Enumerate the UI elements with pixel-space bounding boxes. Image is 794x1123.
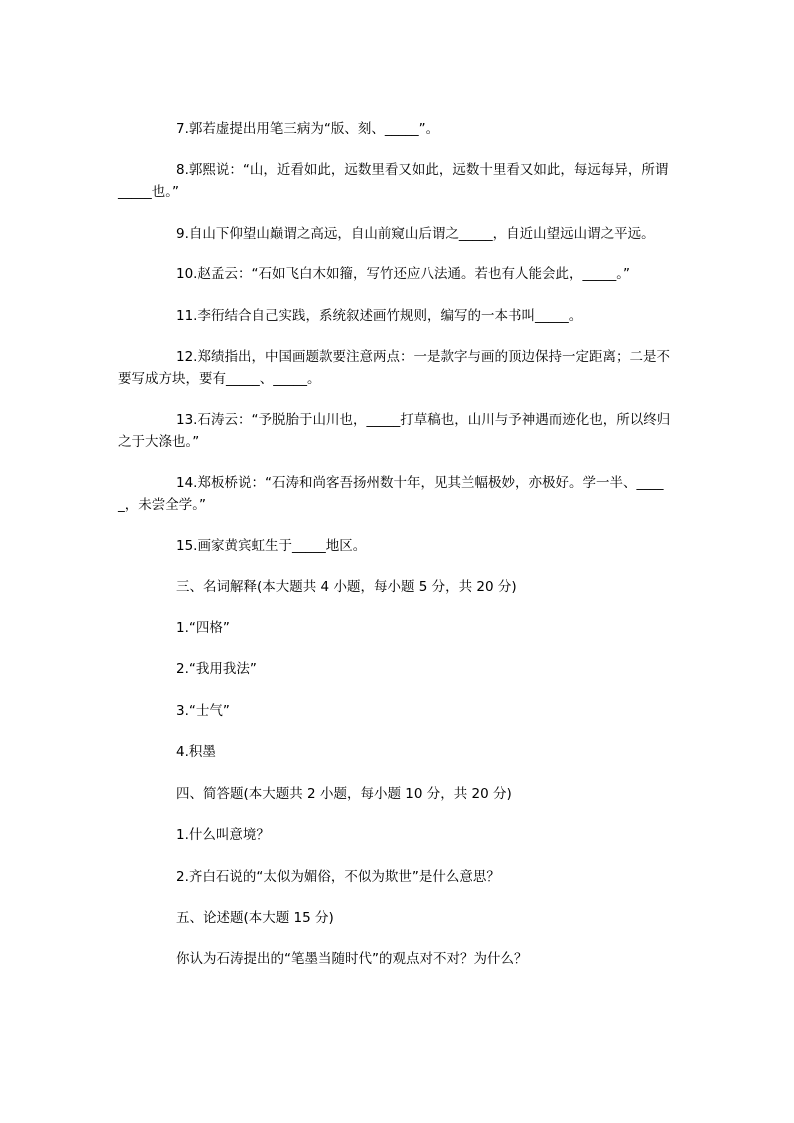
question-text: 郭若虚提出用笔三病为“版、刻、_____”。 [188,121,440,137]
question-10 [118,263,674,285]
short-answer-item-1: 1.什么叫意境？ [176,827,270,843]
section-3-heading: 三、名词解释(本大题共 4 小题，每小题 5 分，共 20 分) [176,579,517,595]
question-number: 10. [176,266,198,282]
question-number: 11. [176,308,198,324]
question-text: 赵孟云：“石如飞白木如籀，写竹还应八法通。若也有人能会此，_____。” [197,266,630,282]
question-number: 13. [176,412,198,428]
term-item-1: 1.“四格” [176,620,230,636]
question-15 [118,535,674,557]
question-text: 画家黄宾虹生于_____地区。 [197,538,367,554]
question-number: 7. [176,121,189,137]
question-14 [118,472,674,516]
question-12 [118,346,674,390]
question-text: 郑绩指出，中国画题款要注意两点：一是款字与画的顶边保持一定距离；二是不要写成方块，要有_____、_____。 [118,349,670,387]
term-item-4: 4.积墨 [176,744,216,760]
question-number: 14. [176,475,198,491]
question-9 [118,223,674,245]
question-number: 9. [176,226,189,242]
question-text: 郭熙说：“山，近看如此，远数里看又如此，远数十里看又如此，每远每异，所谓_____也。” [118,162,669,200]
question-number: 8. [176,162,189,178]
essay-question: 你认为石涛提出的“笔墨当随时代”的观点对不对？为什么？ [176,951,528,967]
short-answer-item-2: 2.齐白石说的“太似为媚俗，不似为欺世”是什么意思？ [176,869,500,885]
question-number: 12. [176,349,198,365]
question-number: 15. [176,538,198,554]
question-7 [118,118,674,140]
question-11 [118,305,674,327]
question-8 [118,159,674,203]
term-item-2: 2.“我用我法” [176,661,257,677]
term-item-3: 3.“士气” [176,703,230,719]
question-text: 自山下仰望山巅谓之高远，自山前窥山后谓之_____，自近山望远山谓之平远。 [188,226,655,242]
question-13 [118,409,674,453]
section-5-heading: 五、论述题(本大题 15 分) [176,910,334,926]
section-4-heading: 四、简答题(本大题共 2 小题，每小题 10 分，共 20 分) [176,786,512,802]
question-text: 李衎结合自己实践，系统叙述画竹规则，编写的一本书叫_____。 [197,308,583,324]
question-text: 郑板桥说：“石涛和尚客吾扬州数十年，见其兰幅极妙，亦极好。学一半、_____，未尝全学。” [118,475,664,513]
question-text: 石涛云：“予脱胎于山川也，_____打草稿也，山川与予神遇而迹化也，所以终归之于大涤也。” [118,412,671,450]
